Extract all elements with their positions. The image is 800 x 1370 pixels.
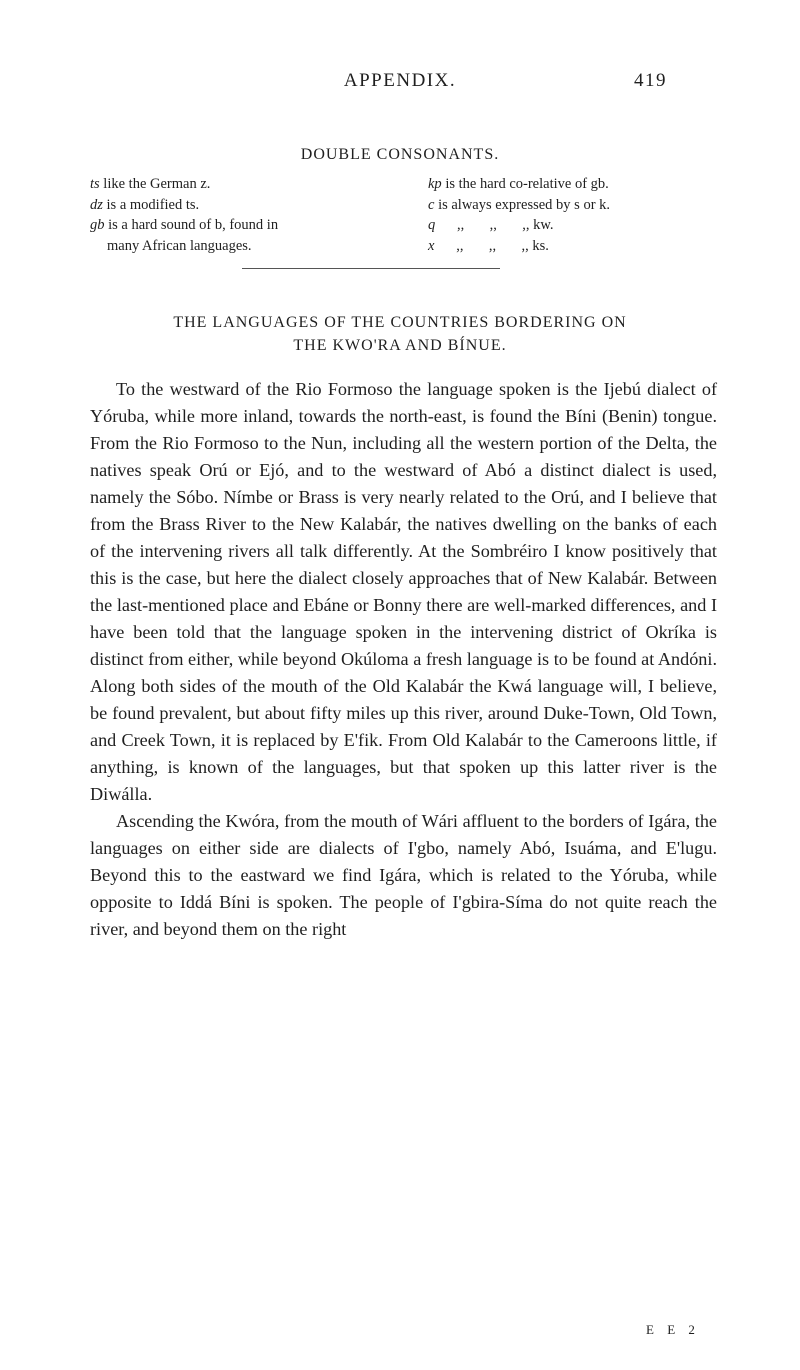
section-divider: [242, 268, 500, 269]
paragraph: To the westward of the Rio Formoso the language spoken is the Ijebú dialect of Yóruba, while more inland, towards the north-east, is found the Bíni (Benin) tongue. From the Rio Formoso to the Nun, including all the western portion of the Delta, the natives speak Orú or Ejó, and to the westward of Abó a distinct dialect is used, namely the Sóbo. Nímbe or Brass is very nearly related to the Orú, and I believe that from the Brass River to the New Kalabár, the natives dwelling on the banks of each of the intervening rivers all talk differently. At the Sombréiro I know positively that this is the case, but here the dialect closely approaches that of New Kalabár. Between the last-mentioned place and Ebáne or Bonny there are well-marked differences, and I have been told that the language spoken in the intervening district of Okríka is distinct from either, while beyond Okúloma a fresh language is to be found at Andóni. Along both sides of the mouth of the Old Kalabár the Kwá language will, I believe, be found prevalent, but about fifty miles up this river, around Duke-Town, Old Town, and Creek Town, it is replaced by E'fik. From Old Kalabár to the Cameroons little, if anything, is known of the languages, but that spoken up this latter river is the Diwálla.: [90, 379, 717, 804]
running-title: APPENDIX.: [343, 70, 457, 91]
consonant-entry: dz is a modified ts.: [90, 196, 200, 213]
consonant-entry: x ,, ,, ,, ks.: [428, 237, 549, 254]
double-consonants-left-column: [90, 174, 412, 256]
paragraph: Ascending the Kwóra, from the mouth of Wári affluent to the borders of Igára, the languages on either side are dialects of I'gbo, namely Abó, Isuáma, and E'lugu. Beyond this to the eastward we find Igára, which is related to the Yóruba, while opposite to Iddá Bíni is spoken. The people of I'gbira-Síma do not quite reach the river, and beyond them on the right: [90, 811, 717, 939]
languages-title-line-1: THE LANGUAGES OF THE COUNTRIES BORDERING ON: [173, 314, 627, 331]
signature-mark: E E 2: [646, 1322, 700, 1337]
consonant-entry: gb is a hard sound of b, found in: [90, 217, 279, 233]
languages-title-line-2: THE KWO'RA AND BÍNUE.: [293, 337, 507, 354]
consonant-entry: q ,, ,, ,, kw.: [428, 217, 554, 233]
running-header: [0, 70, 800, 100]
consonant-entry: kp is the hard co-relative of gb.: [428, 176, 609, 192]
page-number: 419: [634, 70, 667, 91]
consonant-entry: ts like the German z.: [90, 176, 211, 192]
double-consonants-right-column: [428, 174, 738, 256]
body-text: [90, 376, 717, 943]
languages-section-title: [0, 311, 800, 357]
double-consonants-title: DOUBLE CONSONANTS.: [300, 146, 500, 163]
consonant-entry-continuation: many African languages.: [107, 237, 252, 254]
consonant-entry: c is always expressed by s or k.: [428, 196, 611, 213]
